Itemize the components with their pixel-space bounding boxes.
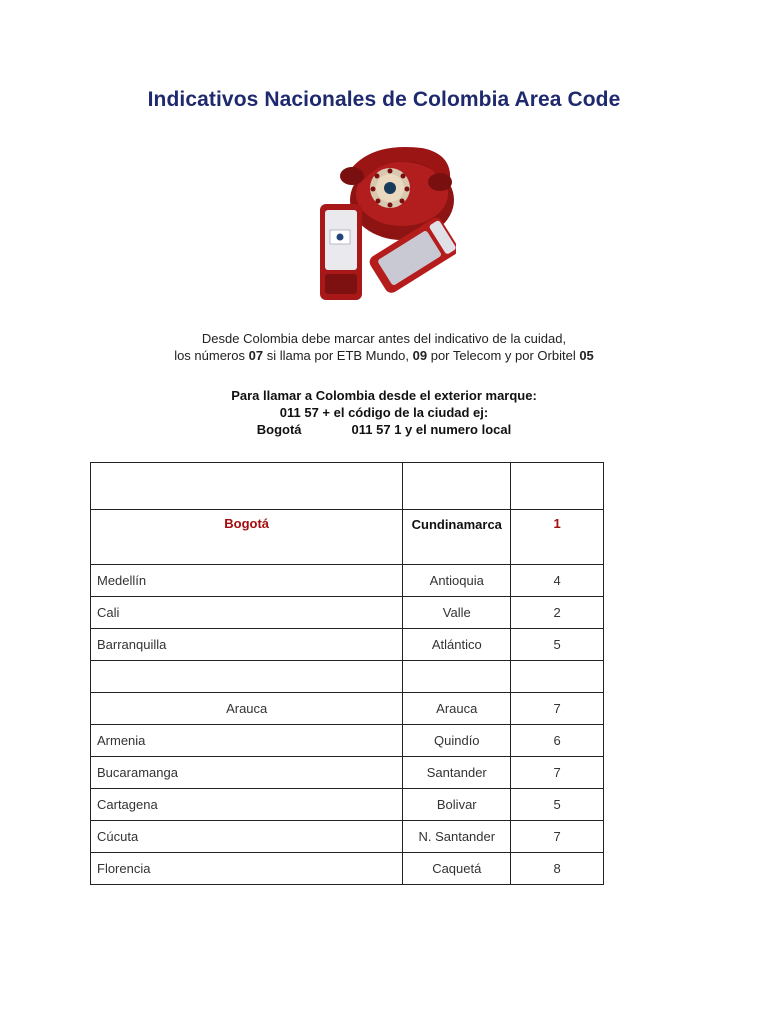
- howto-line-1: Para llamar a Colombia desde el exterior marque:: [231, 388, 537, 403]
- dept-cell: Bolivar: [403, 789, 511, 821]
- intro-text-e: por Telecom y por Orbitel: [427, 348, 580, 363]
- dept-cell: Arauca: [403, 693, 511, 725]
- code-cell: 5: [511, 789, 604, 821]
- header-cell-city: [91, 463, 403, 510]
- city-cell: Medellín: [91, 565, 403, 597]
- table-row: [91, 565, 604, 597]
- example-dial: 011 57 1 y el numero local: [351, 422, 512, 437]
- code-cell: 8: [511, 853, 604, 885]
- city-cell: Arauca: [91, 693, 403, 725]
- howto-line-3: [0, 421, 768, 438]
- code-cell: 7: [511, 757, 604, 789]
- table-row: [91, 757, 604, 789]
- city-cell: Barranquilla: [91, 629, 403, 661]
- code-cell: 7: [511, 821, 604, 853]
- header-cell-dept: [403, 463, 511, 510]
- city-cell: Cartagena: [91, 789, 403, 821]
- table-row-empty: [91, 661, 604, 693]
- code-cell: 6: [511, 725, 604, 757]
- intro-line-1: Desde Colombia debe marcar antes del indicativo de la cuidad,: [201, 331, 567, 346]
- area-code-table: [90, 462, 604, 885]
- capital-code: 1: [511, 510, 604, 565]
- etb-code: 07: [248, 348, 264, 363]
- city-cell: Bucaramanga: [91, 757, 403, 789]
- dept-cell: N. Santander: [403, 821, 511, 853]
- international-instructions: [0, 387, 768, 438]
- city-cell: Florencia: [91, 853, 403, 885]
- table-row: [91, 693, 604, 725]
- table-row: [91, 789, 604, 821]
- table-header-row: [91, 463, 604, 510]
- telephones-image: [312, 140, 456, 302]
- code-cell: 4: [511, 565, 604, 597]
- intro-text-c: si llama por ETB Mundo,: [263, 348, 413, 363]
- table-row: [91, 629, 604, 661]
- city-cell: Armenia: [91, 725, 403, 757]
- capital-city: Bogotá: [91, 510, 403, 565]
- city-cell: Cali: [91, 597, 403, 629]
- dept-cell: Valle: [403, 597, 511, 629]
- table-row: [91, 821, 604, 853]
- empty-cell: [91, 661, 403, 693]
- table-row: [91, 725, 604, 757]
- dept-cell: Caquetá: [403, 853, 511, 885]
- table-row: [91, 597, 604, 629]
- code-cell: 5: [511, 629, 604, 661]
- intro-text: [0, 330, 768, 364]
- telecom-code: 09: [412, 348, 428, 363]
- howto-line-2: 011 57 + el código de la ciudad ej:: [279, 405, 489, 420]
- orbitel-code: 05: [579, 348, 594, 363]
- empty-cell: [511, 661, 604, 693]
- dept-cell: Quindío: [403, 725, 511, 757]
- dept-cell: Santander: [403, 757, 511, 789]
- dept-cell: Antioquia: [403, 565, 511, 597]
- page-title: Indicativos Nacionales de Colombia Area Code: [147, 88, 621, 111]
- capital-dept: Cundinamarca: [403, 510, 511, 565]
- intro-text-a: los números: [174, 348, 249, 363]
- table-row: [91, 853, 604, 885]
- table-row-capital: [91, 510, 604, 565]
- intro-line-2: [0, 347, 768, 364]
- city-cell: Cúcuta: [91, 821, 403, 853]
- header-cell-code: [511, 463, 604, 510]
- example-city: Bogotá: [256, 422, 302, 437]
- dept-cell: Atlántico: [403, 629, 511, 661]
- code-cell: 7: [511, 693, 604, 725]
- code-cell: 2: [511, 597, 604, 629]
- empty-cell: [403, 661, 511, 693]
